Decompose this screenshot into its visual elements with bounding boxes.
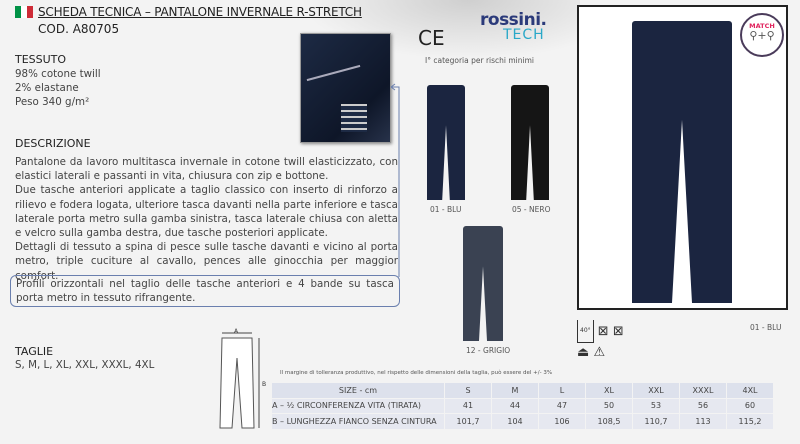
table-cell: 104 (492, 414, 538, 429)
table-header-row (272, 383, 773, 398)
match-badge-text: MATCH (749, 22, 775, 30)
table-cell: M (492, 383, 538, 398)
diagram-label-a: A (234, 328, 239, 335)
tolerance-note: Il margine di tolleranza produttivo, nel rispetto delle dimensioni della taglia, può essere del +/- 3% (280, 370, 553, 376)
description-paragraph: Dettagli di tessuto a spina di pesce sulle tasche davanti e vicino al porta metro, triple cuciture al cavallo, pences alle ginocchia per maggior comfort. (15, 241, 398, 282)
wash-40-icon: 40° (577, 320, 594, 343)
product-code: COD. A80705 (38, 22, 120, 36)
table-cell: 44 (492, 399, 538, 414)
table-cell: B – LUNGHEZZA FIANCO SENZA CINTURA (272, 414, 444, 429)
no-chlorine-icon: ⚠ (593, 345, 606, 360)
ce-mark: CE (418, 26, 445, 50)
size-diagram (212, 328, 270, 434)
match-badge (740, 13, 784, 57)
brand-logo: rossini. (480, 10, 547, 30)
table-cell: SIZE - cm (272, 383, 444, 398)
table-cell: XXXL (680, 383, 726, 398)
variant-image-blue (427, 85, 465, 200)
main-product-image (632, 21, 732, 303)
pocket-detail-image (300, 33, 391, 143)
variant-image-grey (463, 226, 503, 341)
variant-label: 05 - NERO (512, 205, 551, 214)
table-cell: 47 (539, 399, 585, 414)
table-cell: 50 (586, 399, 632, 414)
italy-flag-icon (15, 6, 33, 18)
no-bleach-icon: ⊠ (597, 324, 609, 339)
table-cell: 53 (633, 399, 679, 414)
variant-image-black (511, 85, 549, 200)
no-tumble-dry-icon: ⊠ (612, 324, 624, 339)
description-text (15, 155, 398, 283)
description-paragraph: Due tasche anteriori applicate a taglio classico con inserto di rinforzo a rilievo e fodera logata, ulteriore tasca davanti nella parte inferiore e tasca laterale porta metro sulla gamba sinistra, tasca laterale chiusa con aletta e velcro sulla gamba destra, due tasche posteriori applicate. (15, 184, 398, 240)
table-cell: 4XL (727, 383, 773, 398)
fabric-line: Peso 340 g/m² (15, 96, 90, 108)
page-title: SCHEDA TECNICA – PANTALONE INVERNALE R-STRETCH (38, 5, 362, 19)
sizes-list: S, M, L, XL, XXL, XXXL, 4XL (15, 359, 155, 371)
brand-sub: TECH (503, 27, 545, 43)
sizes-heading: TAGLIE (15, 345, 54, 358)
size-table (271, 382, 774, 430)
table-cell: 101,7 (445, 414, 491, 429)
table-cell: 41 (445, 399, 491, 414)
diagram-label-b: B (262, 381, 267, 388)
table-cell: S (445, 383, 491, 398)
fabric-composition (15, 67, 101, 109)
table-row (272, 399, 773, 414)
table-cell: 106 (539, 414, 585, 429)
reflective-profile (307, 65, 361, 81)
table-cell: 56 (680, 399, 726, 414)
variant-label: 01 - BLU (430, 205, 462, 214)
variant-label: 12 - GRIGIO (466, 346, 511, 355)
care-icons (577, 320, 624, 363)
description-heading: DESCRIZIONE (15, 137, 91, 150)
table-cell: 60 (727, 399, 773, 414)
table-row (272, 414, 773, 429)
table-cell: A – ½ CIRCONFERENZA VITA (TIRATA) (272, 399, 444, 414)
table-cell: 110,7 (633, 414, 679, 429)
table-cell: XL (586, 383, 632, 398)
reflective-highlight: Profili orizzontali nel taglio delle tasche anteriori e 4 bande su tasca porta metro in tessuto rifrangente. (10, 275, 400, 307)
table-cell: XXL (633, 383, 679, 398)
reflective-bands (341, 104, 367, 132)
description-paragraph: Pantalone da lavoro multitasca invernale in cotone twill elasticizzato, con elastici laterali e passanti in vita, chiusura con zip e bottone. (15, 156, 398, 183)
iron-low-icon: ⏏ (577, 345, 590, 360)
fabric-heading: TESSUTO (15, 53, 67, 66)
table-cell: 108,5 (586, 414, 632, 429)
main-variant-label: 01 - BLU (750, 323, 782, 332)
table-cell: L (539, 383, 585, 398)
table-cell: 115,2 (727, 414, 773, 429)
table-cell: 113 (680, 414, 726, 429)
certification-caption: I° categoria per rischi minimi (425, 56, 534, 65)
fabric-line: 98% cotone twill (15, 68, 101, 80)
people-icon: ⚲+⚲ (749, 29, 775, 42)
fabric-line: 2% elastane (15, 82, 79, 94)
